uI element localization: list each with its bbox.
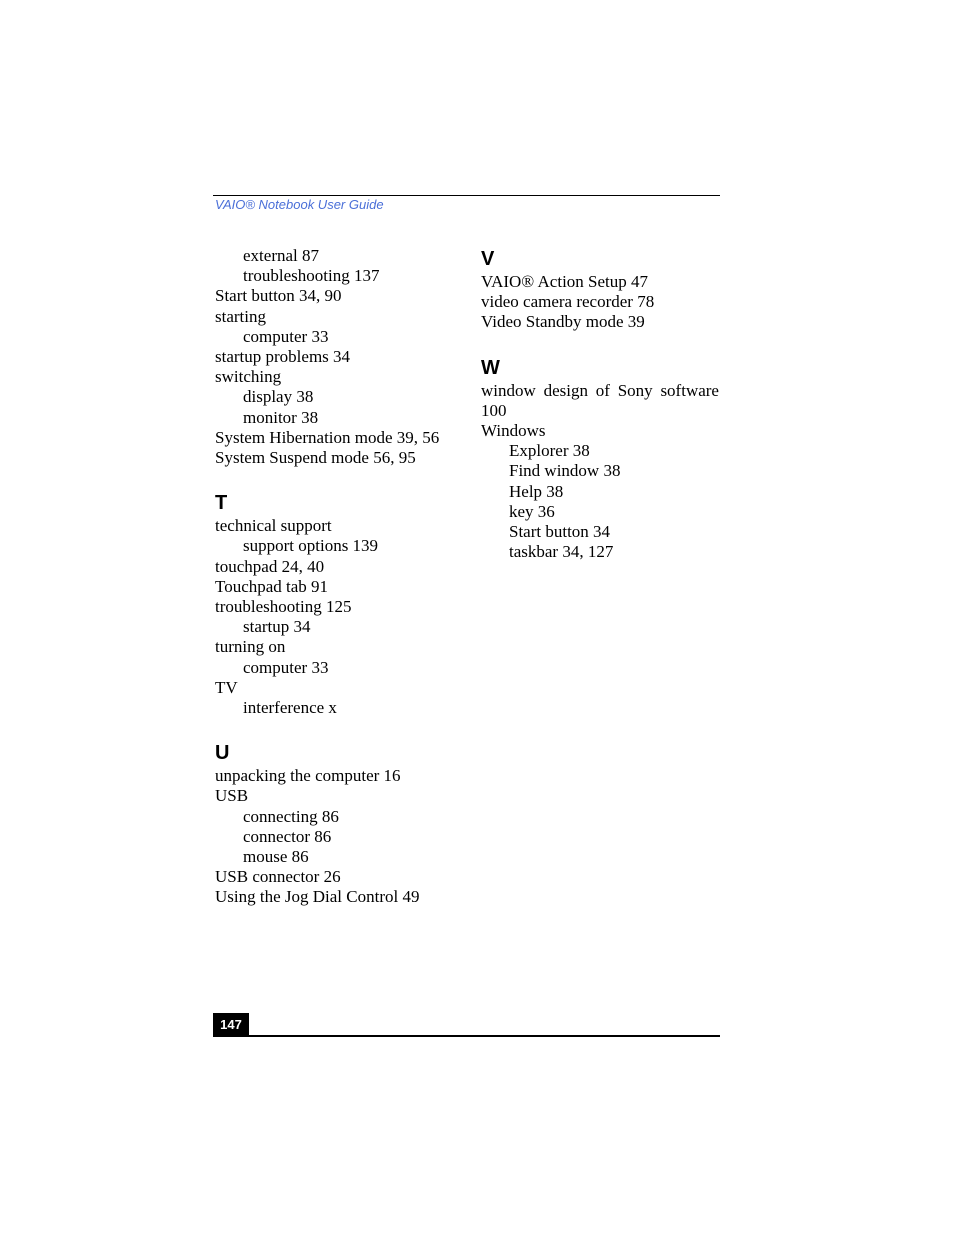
index-subentry: computer 33 [243,657,329,677]
index-subentry: external 87 [243,246,319,265]
index-subentry: display 38 [243,387,314,407]
section-letter: T [215,492,228,515]
index-subentry: troubleshooting 137 [243,266,380,286]
index-entry: troubleshooting 125 [215,597,352,617]
index-entry: starting [215,306,266,326]
index-entry: System Suspend mode 56, 95 [215,448,416,468]
index-entry: USB connector 26 [215,867,341,887]
index-entry: 100 [481,400,507,420]
index-subentry: key 36 [509,501,555,521]
index-subentry: Help 38 [509,481,564,501]
entry-word: design [543,380,588,400]
index-subentry: Start button 34 [509,522,611,542]
index-subentry: monitor 38 [243,407,319,427]
header-rule [213,195,720,196]
index-entry: Windows [481,421,546,441]
continued-entries [215,246,455,468]
entry-word: of [595,380,610,400]
footer-rule [213,1035,720,1037]
index-column-right [481,246,721,562]
document-title: VAIO® Notebook User Guide [215,197,384,212]
index-subentry: interference x [243,698,337,718]
index-entry: Touchpad tab 91 [215,576,329,596]
page-number: 147 [213,1013,249,1037]
index-subentry: connecting 86 [243,806,339,826]
index-subentry: Find window 38 [509,461,621,481]
index-entry: Start button 34, 90 [215,286,342,306]
index-section-w [481,355,721,563]
index-entry: video camera recorder 78 [481,292,655,312]
index-entry: touchpad 24, 40 [215,556,325,576]
index-entry: switching [215,367,282,387]
index-entry: USB [215,786,249,806]
index-subentry: connector 86 [243,826,332,846]
index-entry [481,381,719,401]
entry-word: window [481,380,536,400]
index-section-v [481,246,721,333]
section-letter: W [481,356,500,379]
index-subentry: mouse 86 [243,847,309,867]
index-entry: technical support [215,516,332,536]
index-entry: Video Standby mode 39 [481,312,645,332]
index-section-t [215,490,455,718]
index-entry: Using the Jog Dial Control 49 [215,887,420,907]
index-entry: startup problems 34 [215,347,351,367]
index-entry: turning on [215,637,286,657]
index-entry: unpacking the computer 16 [215,766,401,786]
index-subentry: taskbar 34, 127 [509,542,614,562]
index-subentry: support options 139 [243,536,379,556]
index-subentry: Explorer 38 [509,441,590,461]
entry-word: Sony [617,380,653,400]
index-subentry: computer 33 [243,326,329,346]
section-letter: U [215,742,230,765]
index-entry: System Hibernation mode 39, 56 [215,427,440,447]
index-column-left [215,246,455,908]
index-section-u [215,740,455,907]
section-letter: V [481,248,495,270]
index-entry: TV [215,677,238,697]
entry-word: software [660,380,719,400]
index-entry: VAIO® Action Setup 47 [481,272,649,291]
index-subentry: startup 34 [243,617,311,637]
